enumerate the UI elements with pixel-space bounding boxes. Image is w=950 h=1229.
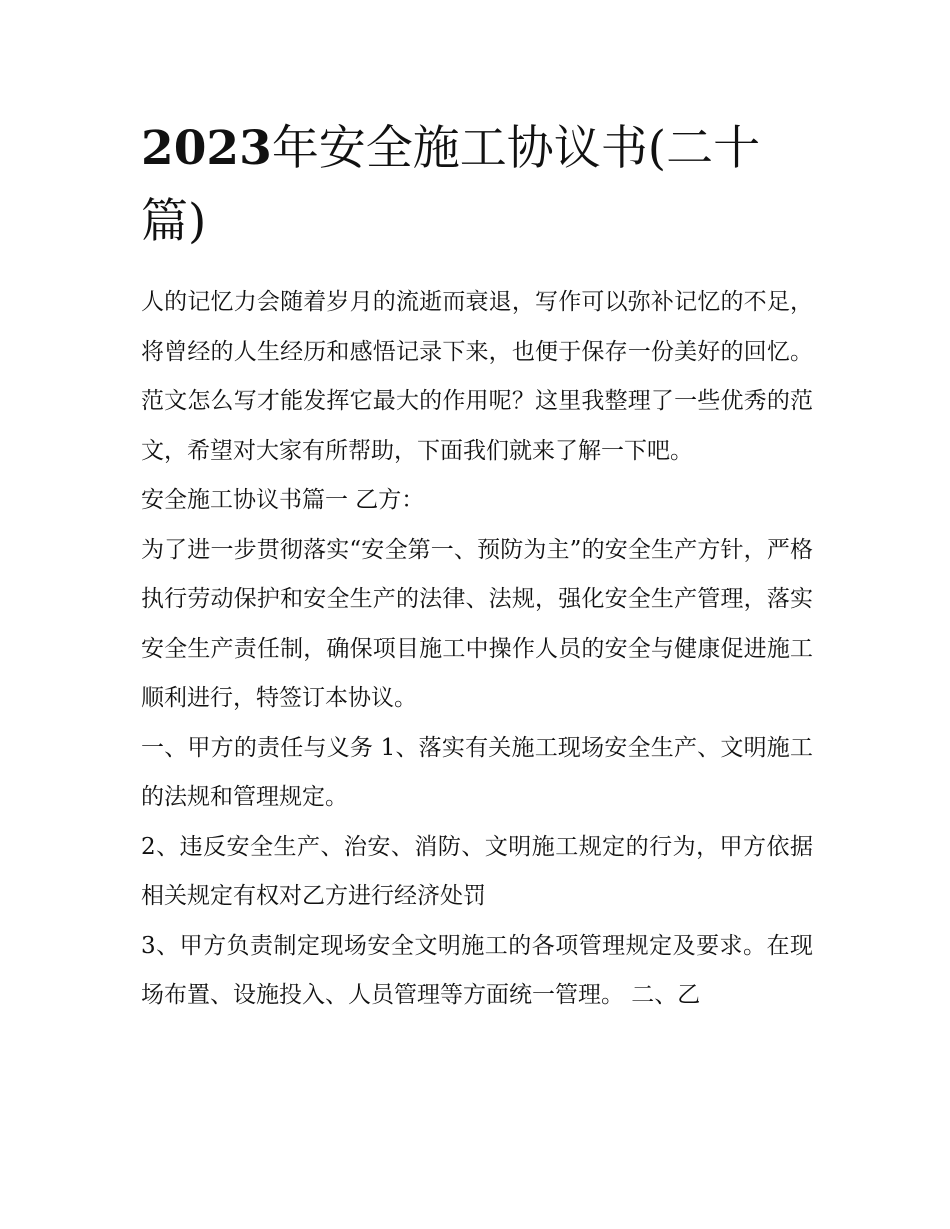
paragraph-purpose: 为了进一步贯彻落实“安全第一、预防为主”的安全生产方针，严格执行劳动保护和安全生产的法律、法规，强化安全生产管理，落实安全生产责任制，确保项目施工中操作人员的安全与健康促进施工顺利进行，特签订本协议。 bbox=[141, 536, 813, 711]
paragraph-party-a-duty-3: 3、甲方负责制定现场安全文明施工的各项管理规定及要求。在现场布置、设施投入、人员管理等方面统一管理。 二、乙 bbox=[141, 932, 813, 1008]
paragraph-intro: 人的记忆力会随着岁月的流逝而衰退，写作可以弥补记忆的不足，将曾经的人生经历和感悟记录下来，也便于保存一份美好的回忆。范文怎么写才能发挥它最大的作用呢？这里我整理了一些优秀的范文，希望对大家有所帮助，下面我们就来了解一下吧。 bbox=[141, 289, 813, 464]
paragraph-party-a-duty-2: 2、违反安全生产、治安、消防、文明施工规定的行为，甲方依据相关规定有权对乙方进行经济处罚 bbox=[141, 833, 813, 909]
title-text: 年安全施工协议书(二十篇) bbox=[141, 121, 761, 249]
title-year: 2023 bbox=[141, 121, 272, 176]
paragraph-party-a-duty-1: 一、甲方的责任与义务 1、落实有关施工现场安全生产、文明施工的法规和管理规定。 bbox=[141, 734, 813, 810]
document-title bbox=[141, 112, 813, 258]
document-page bbox=[141, 112, 813, 1021]
paragraph-section-heading: 安全施工协议书篇一 乙方： bbox=[141, 487, 425, 513]
